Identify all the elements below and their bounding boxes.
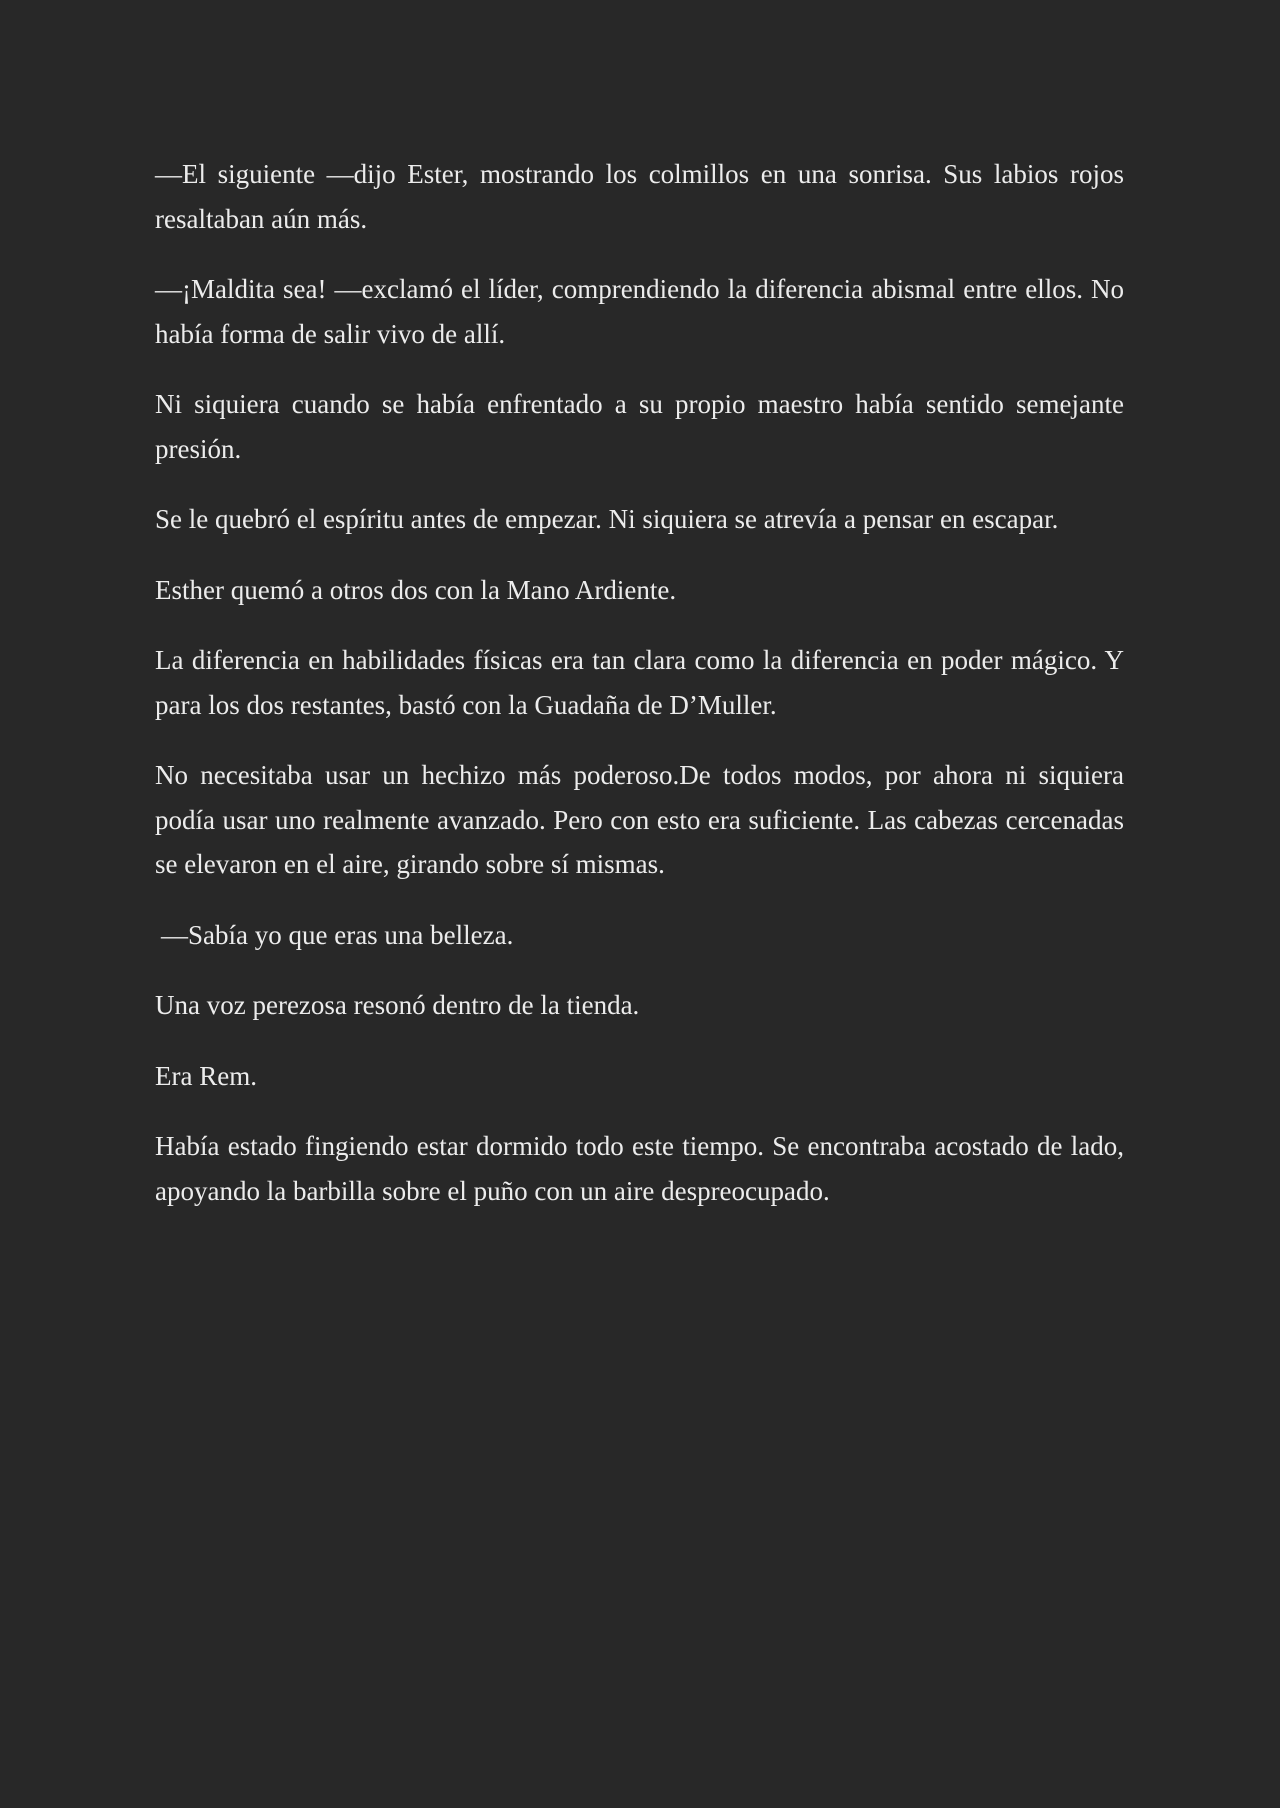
paragraph-10: Era Rem. bbox=[155, 1060, 257, 1091]
paragraph-6: La diferencia en habilidades físicas era tan clara como la diferencia en poder mágico. Y para los dos restantes, bastó con la Guadaña de D’Muller. bbox=[155, 645, 1124, 720]
paragraph-1: —El siguiente —dijo Ester, mostrando los colmillos en una sonrisa. Sus labios rojos resaltaban aún más. bbox=[155, 159, 1124, 234]
paragraph-7: No necesitaba usar un hechizo más poderoso.De todos modos, por ahora ni siquiera podía usar uno realmente avanzado. Pero con esto era suficiente. Las cabezas cercenadas se elevaron en el aire, girando sobre sí mismas. bbox=[155, 760, 1124, 879]
paragraph-9: Una voz perezosa resonó dentro de la tienda. bbox=[155, 990, 640, 1020]
paragraph-3: Ni siquiera cuando se había enfrentado a su propio maestro había sentido semejante presión. bbox=[155, 389, 1124, 464]
paragraph-11: Había estado fingiendo estar dormido todo este tiempo. Se encontraba acostado de lado, apoyando la barbilla sobre el puño con un aire despreocupado. bbox=[155, 1131, 1124, 1206]
paragraph-2: —¡Maldita sea! —exclamó el líder, comprendiendo la diferencia abismal entre ellos. No había forma de salir vivo de allí. bbox=[155, 274, 1124, 349]
paragraph-5: Esther quemó a otros dos con la Mano Ardiente. bbox=[155, 574, 677, 605]
document-body bbox=[155, 152, 1124, 1213]
paragraph-4: Se le quebró el espíritu antes de empezar. Ni siquiera se atrevía a pensar en escapar. bbox=[155, 504, 1059, 534]
paragraph-8: —Sabía yo que eras una belleza. bbox=[161, 919, 514, 950]
